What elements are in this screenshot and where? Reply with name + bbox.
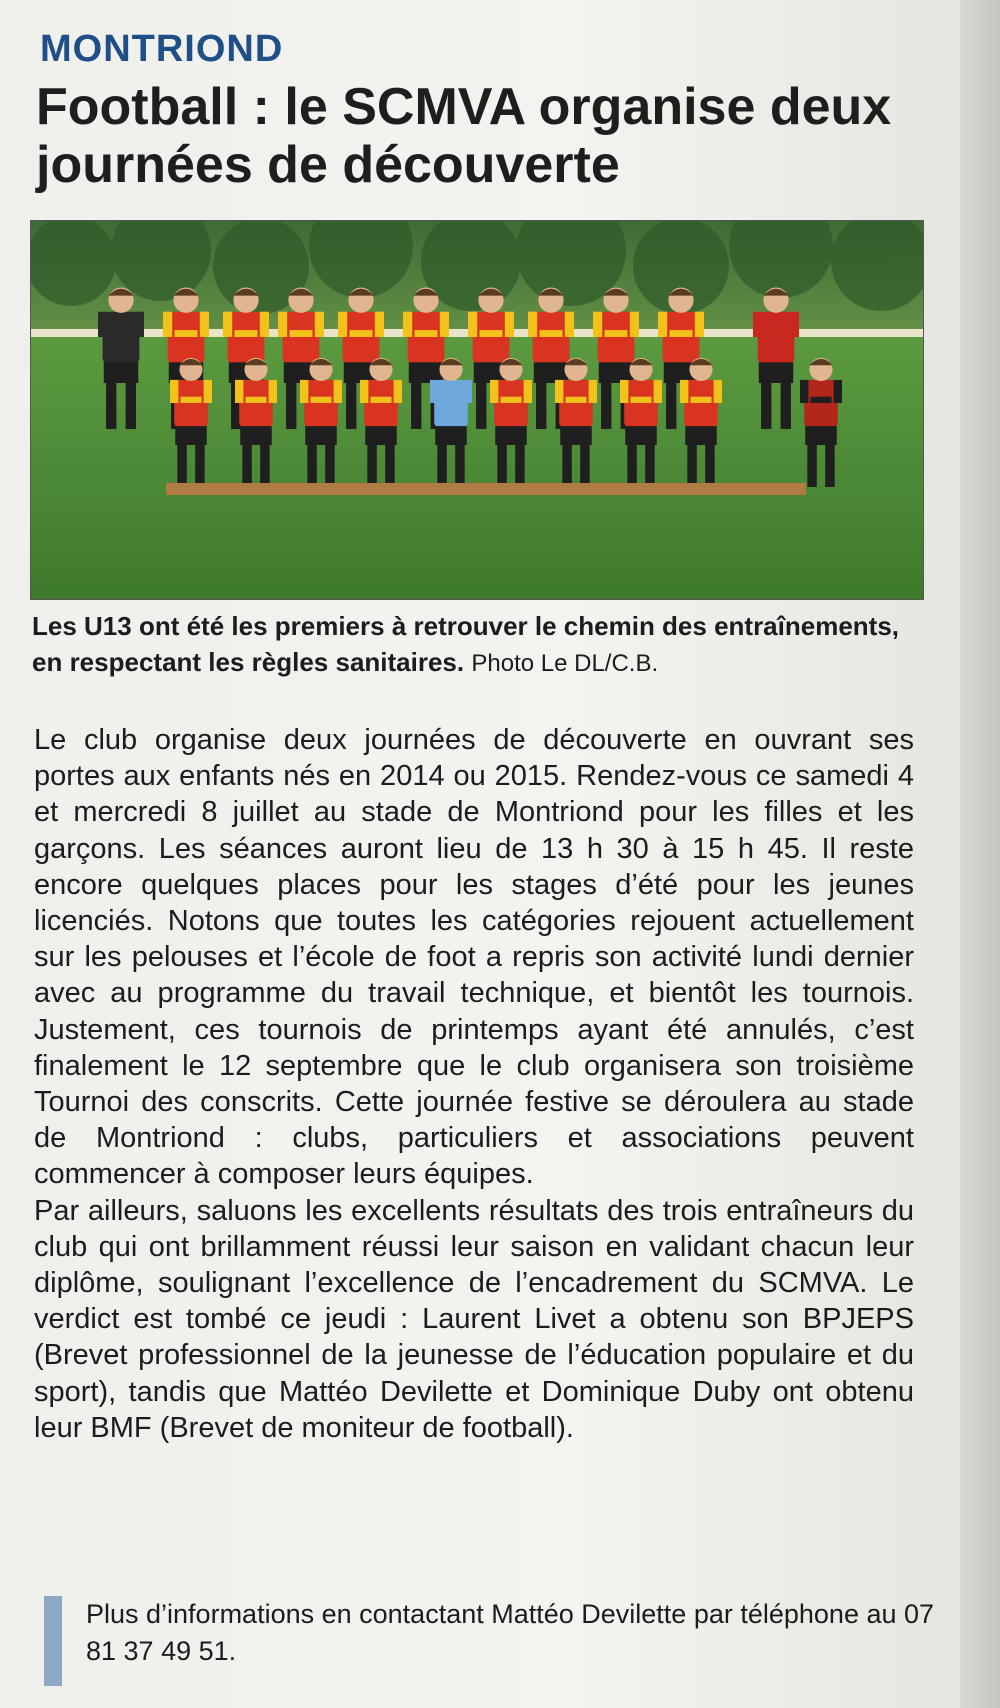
- article-headline: Football : le SCMVA organise deux journées de découverte: [36, 78, 892, 195]
- article-kicker: MONTRIOND: [40, 28, 284, 70]
- article-paragraph-2: Par ailleurs, saluons les excellents résultats des trois entraîneurs du club qui ont brillamment réussi leur saison en validant chacun leur diplôme, soulignant l’excellence de l’encadrement du SCMVA. Le verdict est tombé ce jeudi : Laurent Livet a obtenu son BPJEPS (Brevet professionnel de la jeunesse de l’éducation populaire et du sport), tandis que Mattéo Devilette et Dominique Duby ont obtenu leur BMF (Brevet de moniteur de football).: [34, 1194, 914, 1444]
- article-body: [34, 722, 914, 1446]
- team-photo: [30, 220, 924, 600]
- photo-credit: Photo Le DL/C.B.: [471, 650, 659, 677]
- team-bench: [166, 483, 806, 495]
- info-box: Plus d’informations en contactant Mattéo Devilette par téléphone au 07 81 37 49 51.: [44, 1596, 956, 1686]
- photo-caption: [32, 608, 932, 682]
- page-edge: [960, 0, 1000, 1708]
- article-paragraph-1: Le club organise deux journées de découverte en ouvrant ses portes aux enfants nés en 2014 ou 2015. Rendez-vous ce samedi 4 et mercredi 8 juillet au stade de Montriond pour les filles et les garçons. Les séances auront lieu de 13 h 30 à 15 h 45. Il reste encore quelques places pour les stages d’été pour les jeunes licenciés. Notons que toutes les catégories rejouent actuellement sur les pelouses et l’école de foot a repris son activité lundi dernier avec au programme du travail technique, et bientôt les tournois. Justement, ces tournois de printemps ayant été annulés, c’est finalement le 12 septembre que le club organisera son troisième Tournoi des conscrits. Cette journée festive se déroulera au stade de Montriond : clubs, particuliers et associations peuvent commencer à composer leurs équipes.: [34, 724, 914, 1191]
- team-photo-illustration: [31, 221, 923, 599]
- caption-text: Les U13 ont été les premiers à retrouver le chemin des entraînements, en respectant les règles sanitaires.: [32, 611, 900, 677]
